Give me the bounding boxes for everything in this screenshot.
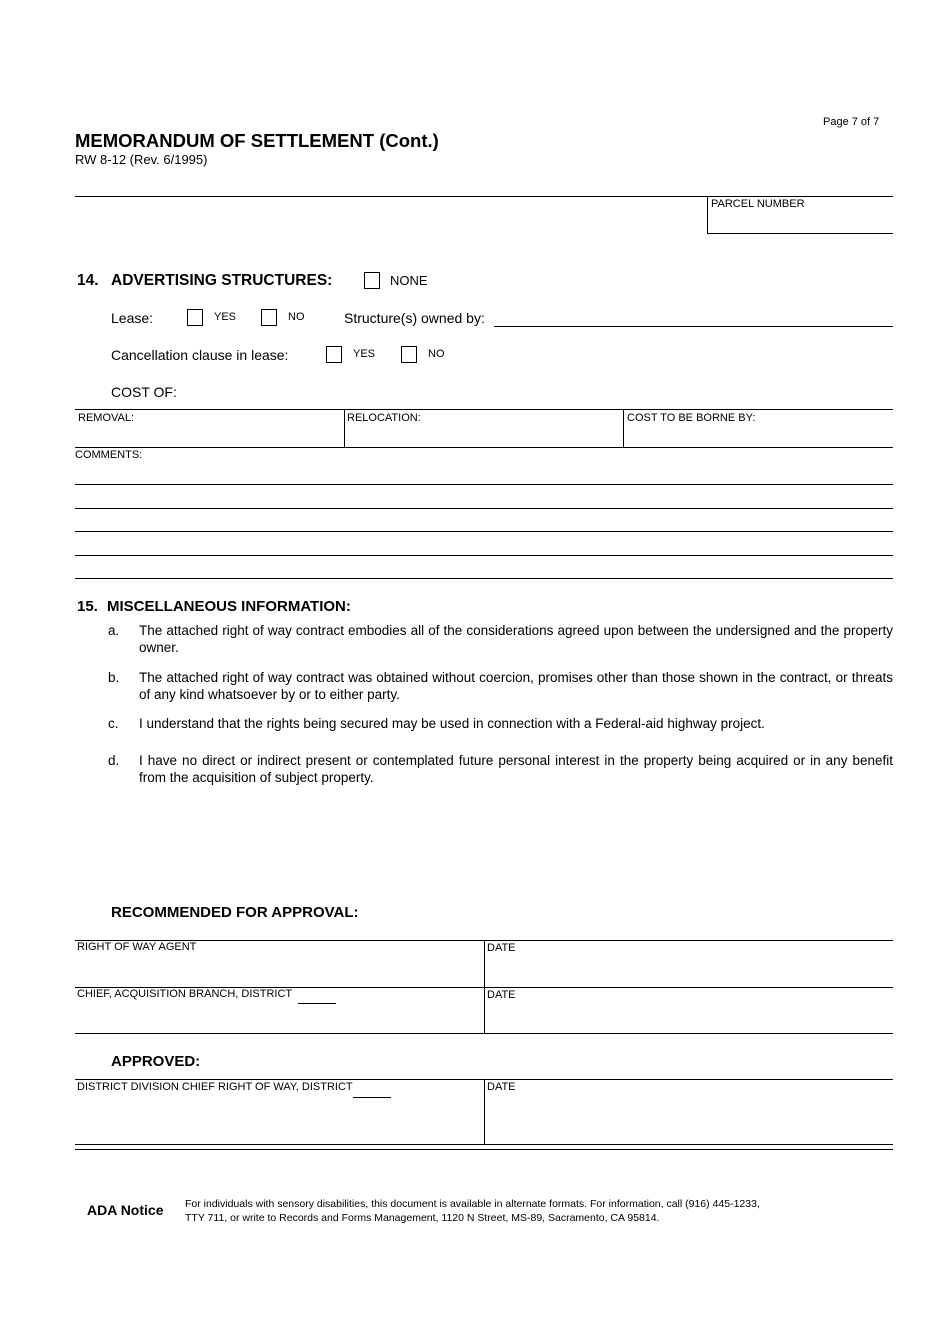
ada-notice-line-2: TTY 711, or write to Records and Forms Management, 1120 N Street, MS-89, Sacramento, CA 95814. (185, 1212, 660, 1224)
cost-table-top-border (75, 409, 893, 410)
page-number: Page 7 of 7 (823, 116, 880, 128)
cancellation-clause-label: Cancellation clause in lease: (111, 347, 289, 363)
district-chief-signature-field[interactable] (77, 1100, 481, 1142)
comments-field[interactable] (75, 462, 893, 578)
lease-no-checkbox[interactable] (261, 309, 277, 326)
approved-table-bottom-border (75, 1144, 893, 1145)
cost-table-divider-2 (623, 409, 624, 447)
date-label: DATE (487, 1081, 516, 1093)
list-item-letter: d. (108, 753, 120, 768)
lease-yes-label: YES (214, 311, 237, 323)
cost-table-divider-1 (344, 409, 345, 447)
list-item-letter: a. (108, 623, 120, 638)
comments-line (75, 484, 893, 485)
parcel-box-bottom-border (707, 233, 893, 234)
right-of-way-agent-signature-field[interactable] (77, 956, 481, 984)
lease-label: Lease: (111, 310, 154, 326)
none-checkbox[interactable] (364, 272, 380, 289)
lease-no-label: NO (288, 311, 305, 323)
lease-yes-checkbox[interactable] (187, 309, 203, 326)
district-number-field[interactable] (353, 1084, 391, 1098)
approval-table-bottom-border (75, 1033, 893, 1034)
structure-owned-field[interactable] (494, 308, 893, 327)
comments-line (75, 508, 893, 509)
parcel-number-label: PARCEL NUMBER (711, 198, 805, 210)
chief-acquisition-label: CHIEF, ACQUISITION BRANCH, DISTRICT (77, 988, 293, 1000)
comments-line (75, 578, 893, 579)
header-rule (75, 196, 893, 197)
page-title: MEMORANDUM OF SETTLEMENT (Cont.) (75, 130, 439, 151)
cancellation-yes-label: YES (353, 348, 376, 360)
cost-borne-field[interactable] (627, 426, 891, 444)
list-item-letter: b. (108, 670, 120, 685)
list-item-text: The attached right of way contract embodies all of the considerations agreed upon between the undersigned and the property owner. (139, 623, 893, 655)
date-label: DATE (487, 989, 516, 1001)
list-item-text: The attached right of way contract was obtained without coercion, promises other than those shown in the contract, or threats of any kind whatsoever by or to either party. (139, 670, 893, 702)
comments-label: COMMENTS: (75, 449, 143, 461)
date-label: DATE (487, 942, 516, 954)
comments-line (75, 555, 893, 556)
cancellation-yes-checkbox[interactable] (326, 346, 342, 363)
agent-date-field[interactable] (487, 956, 891, 984)
approved-heading: APPROVED: (111, 1053, 201, 1070)
chief-date-field[interactable] (487, 1004, 891, 1031)
section-14-heading: ADVERTISING STRUCTURES: (111, 272, 333, 289)
cost-table-bottom-border (75, 447, 893, 448)
district-division-chief-label: DISTRICT DIVISION CHIEF RIGHT OF WAY, DISTRICT (77, 1081, 353, 1093)
removal-label: REMOVAL: (78, 412, 135, 424)
ada-notice-line-1: For individuals with sensory disabilities, this document is available in alternate formats. For information, call (916) 445-1233, (185, 1198, 760, 1210)
approved-table-double-border (75, 1149, 893, 1150)
cancellation-no-label: NO (428, 348, 445, 360)
district-number-field[interactable] (298, 991, 336, 1004)
approved-table-divider (484, 1079, 485, 1144)
right-of-way-agent-label: RIGHT OF WAY AGENT (77, 941, 197, 953)
section-15-heading: MISCELLANEOUS INFORMATION: (107, 598, 351, 615)
structure-owned-label: Structure(s) owned by: (344, 310, 485, 326)
form-number: RW 8-12 (Rev. 6/1995) (75, 152, 208, 167)
section-14-number: 14. (77, 272, 99, 289)
list-item-text: I have no direct or indirect present or contemplated future personal interest in the property being acquired or in any benefit from the acquisition of subject property. (139, 753, 893, 785)
list-item-text: I understand that the rights being secured may be used in connection with a Federal-aid highway project. (139, 716, 765, 731)
district-chief-date-field[interactable] (487, 1096, 891, 1142)
section-15-number: 15. (77, 598, 98, 615)
ada-notice-title: ADA Notice (87, 1202, 164, 1218)
cancellation-no-checkbox[interactable] (401, 346, 417, 363)
chief-signature-field[interactable] (77, 1006, 481, 1031)
list-item-letter: c. (108, 716, 119, 731)
cost-of-label: COST OF: (111, 384, 177, 400)
comments-line (75, 531, 893, 532)
parcel-number-field[interactable] (711, 213, 891, 231)
relocation-field[interactable] (347, 426, 619, 444)
recommended-heading: RECOMMENDED FOR APPROVAL: (111, 904, 359, 921)
parcel-box-left-border (707, 196, 708, 234)
removal-field[interactable] (77, 426, 341, 444)
cost-borne-label: COST TO BE BORNE BY: (627, 412, 756, 424)
none-checkbox-label: NONE (390, 273, 428, 288)
ada-notice-text (185, 1197, 760, 1225)
relocation-label: RELOCATION: (347, 412, 421, 424)
